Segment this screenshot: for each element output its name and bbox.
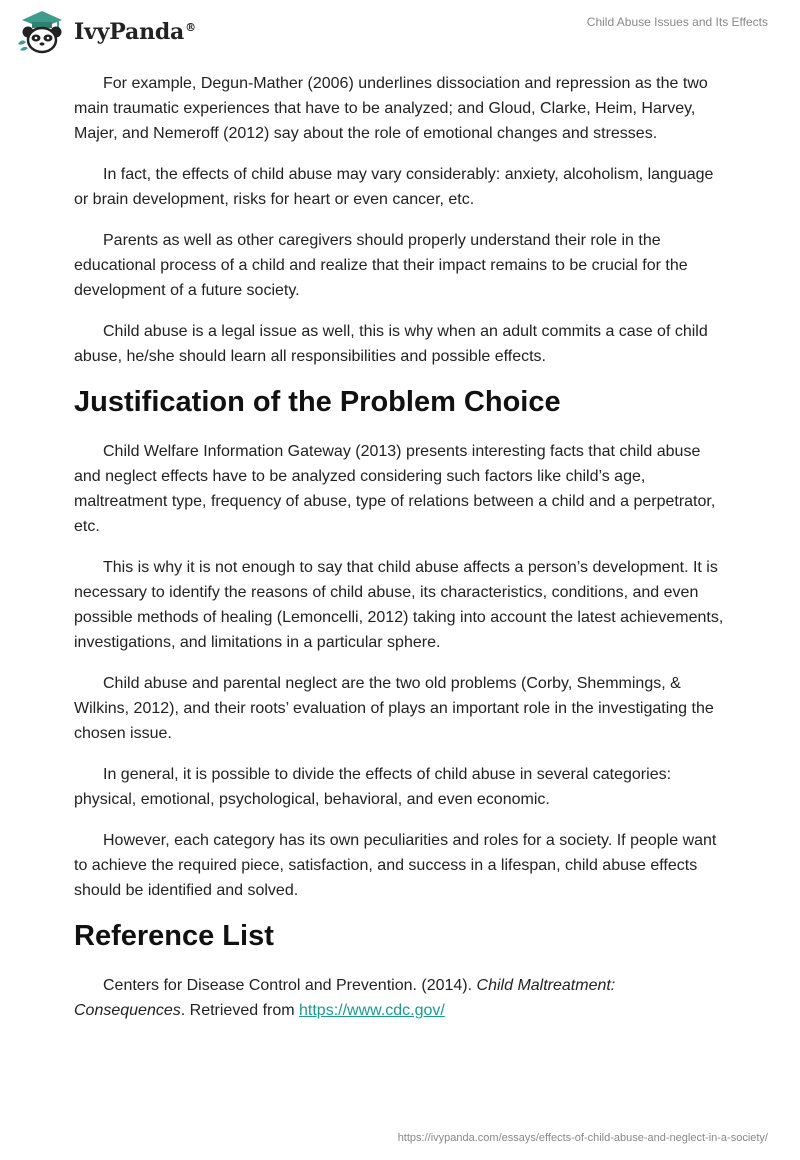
document-title: Child Abuse Issues and Its Effects [586, 15, 768, 29]
justification-paragraph-2: This is why it is not enough to say that child abuse affects a person’s development. It is necessary to identify the reasons of child abuse, its characteristics, conditions, and even possible methods of healing (Lemoncelli, 2012) taking into account the latest achievements, investigations, and limitations in a particular sphere. [74, 559, 724, 651]
essay-content [74, 71, 724, 1039]
justification-paragraph-3: Child abuse and parental neglect are the two old problems (Corby, Shemmings, & Wilkins, 2012), and their roots’ evaluation of plays an important role in the investigating the chosen issue. [74, 675, 714, 742]
reference-prefix: Centers for Disease Control and Prevention. (2014). [103, 977, 477, 994]
justification-paragraph-4: In general, it is possible to divide the effects of child abuse in several categories: physical, emotional, psychological, behavioral, and even economic. [74, 766, 672, 808]
reference-entry [74, 973, 724, 1023]
justification-heading: Justification of the Problem Choice [74, 386, 561, 418]
logo-registered-mark: ® [185, 20, 196, 34]
logo-wordmark: IvyPanda® [74, 19, 196, 45]
reference-link[interactable]: https://www.cdc.gov/ [299, 1002, 445, 1019]
panda-graduate-icon [14, 8, 70, 56]
footer-source-url: https://ivypanda.com/essays/effects-of-child-abuse-and-neglect-in-a-society/ [397, 1132, 768, 1144]
justification-paragraph-5: However, each category has its own peculiarities and roles for a society. If people want to achieve the required piece, satisfaction, and success in a lifespan, child abuse effects should be identified and solved. [74, 832, 717, 899]
reference-title: Child Maltreatment: Consequences [74, 977, 616, 1019]
justification-paragraph-1: Child Welfare Information Gateway (2013) presents interesting facts that child abuse and neglect effects have to be analyzed considering such factors like child’s age, maltreatment type, frequency of abuse, type of relations between a child and a perpetrator, etc. [74, 443, 716, 535]
reference-middle: . Retrieved from [180, 1002, 300, 1019]
reference-list-heading: Reference List [74, 920, 274, 952]
ivypanda-logo[interactable] [14, 8, 196, 56]
intro-paragraph-1: For example, Degun-Mather (2006) underlines dissociation and repression as the two main traumatic experiences that have to be analyzed; and Gloud, Clarke, Heim, Harvey, Majer, and Nemeroff (2012) say about the role of emotional changes and stresses. [74, 75, 708, 142]
intro-paragraph-3: Parents as well as other caregivers should properly understand their role in the educational process of a child and realize that their impact remains to be crucial for the development of a future society. [74, 232, 688, 299]
intro-paragraph-4: Child abuse is a legal issue as well, this is why when an adult commits a case of child abuse, he/she should learn all responsibilities and possible effects. [74, 323, 708, 365]
intro-paragraph-2: In fact, the effects of child abuse may vary considerably: anxiety, alcoholism, language or brain development, risks for heart or even cancer, etc. [74, 166, 714, 208]
page-header [0, 0, 800, 64]
